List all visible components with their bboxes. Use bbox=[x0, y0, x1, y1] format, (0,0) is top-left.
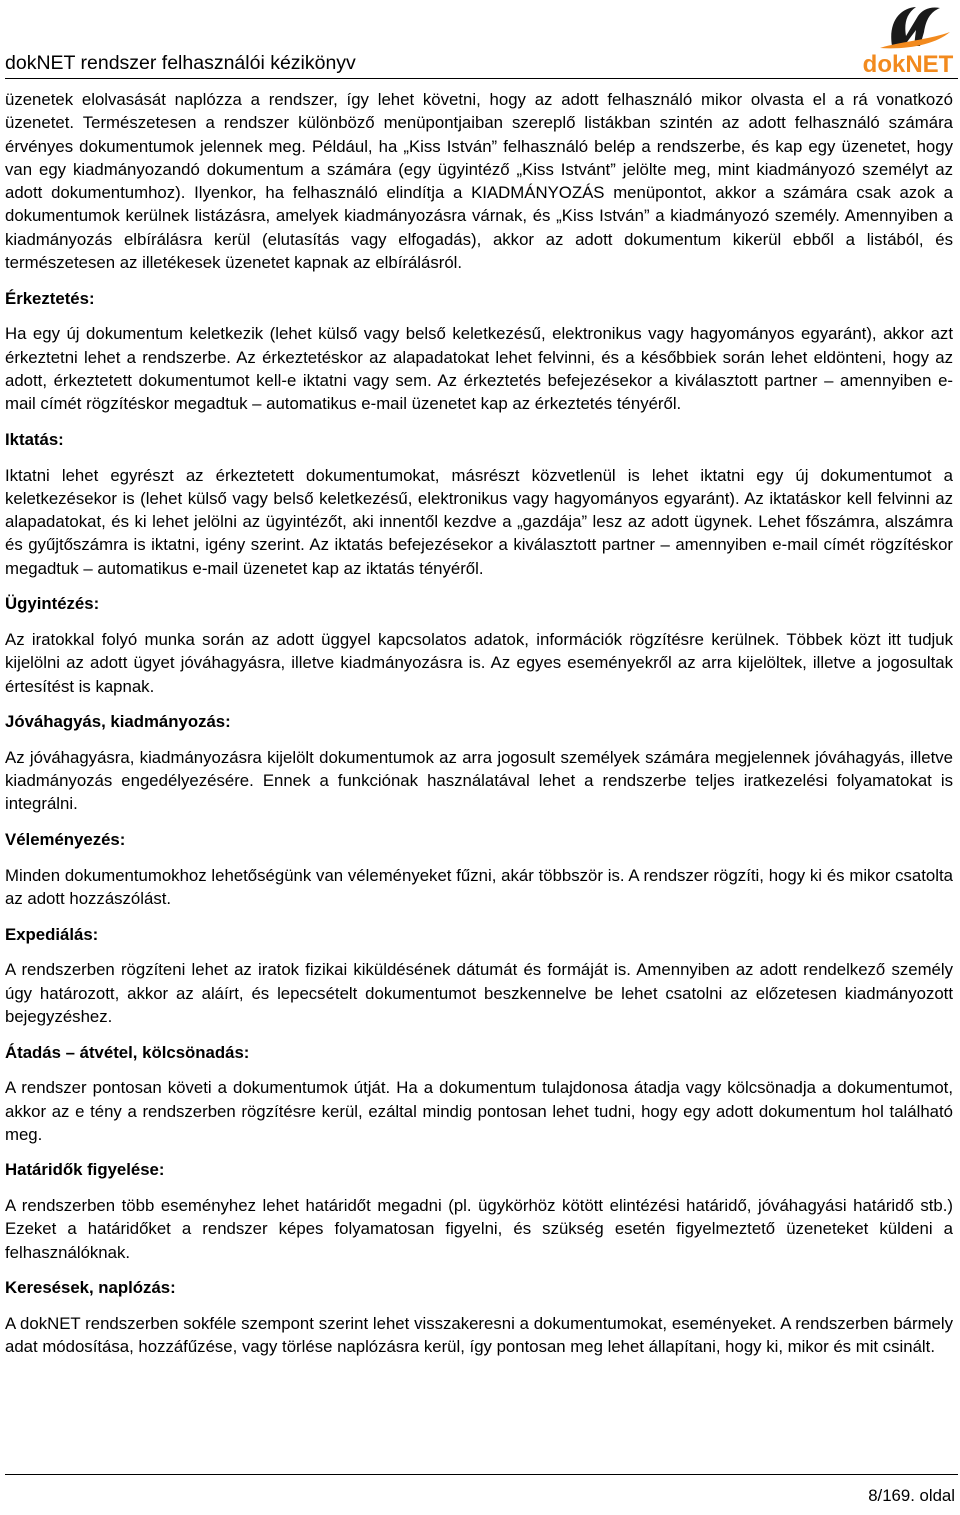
section-text-ugyintezes: Az iratokkal folyó munka során az adott üggyel kapcsolatos adatok, információk rögzítésre kerülnek. Többek közt itt tudjuk kijelölni az adott ügyet jóváhagyásra, illetve kiadmányozásra is. Az egyes eseményekről az arra kijelöltek, illetve a jogosultak értesítést is kapnak. bbox=[5, 630, 953, 696]
page-header bbox=[0, 0, 960, 80]
document-title: dokNET rendszer felhasználói kézikönyv bbox=[5, 52, 356, 74]
section-text-keresesek: A dokNET rendszerben sokféle szempont szerint lehet visszakeresni a dokumentumokat, eseményeket. A rendszerben bármely adat módosítása, hozzáfűzése, vagy törlése naplózásra kerül, így pontosan meg lehet állapítani, hogy ki, mikor és mit csinált. bbox=[5, 1313, 953, 1357]
page-number: 8/169. oldal bbox=[868, 1486, 955, 1505]
section-text-iktatas: Iktatni lehet egyrészt az érkeztetett dokumentumokat, másrészt közvetlenül is lehet iktatni egy új dokumentumot a keletkezésekor is (lehet külső vagy belső keletkezésű, elektronikus vagy hagyományos egyaránt). Az iktatáskor kell felvinni az alapadatokat, és ki lehet jelölni az ügyintézőt, aki innentől kezdve a „gazdája” lesz az adott ügynek. Lehet főszámra, alszámra és gyűjtőszámra is iktatni, igény szerint. Az iktatás befejezésekor a kiválasztott partner – amennyiben e-mail címét rögzítéskor megadtuk – automatikus e-mail üzenetet kap az iktatás tényéről. bbox=[5, 465, 953, 578]
intro-paragraph: üzenetek elolvasását naplózza a rendszer, így lehet követni, hogy az adott felhasználó mikor olvasta el a rá vonatkozó üzenetet. Természetesen a rendszer különböző menüpontjaiban szereplő listákban szintén az adott felhasználó számára érvényes dokumentumok jelennek meg. Például, ha „Kiss István” felhasználó belép a rendszerbe, és kap egy üzenetet, hogy van egy kiadmányozandó dokumentum a számára (egy ügyintéző „Kiss Istvánt” jelölte meg, mint kiadmányozó személyt az adott dokumentumhoz). Ilyenkor, ha felhasználó elindítja a KIADMÁNYOZÁS menüpontot, akkor a számára csak azok a dokumentumok kerülnek listázásra, amelyek kiadmányozásra várnak, és „Kiss István” a kiadmányozó személy. Amennyiben a kiadmányozás elbírálásra kerül (elutasítás vagy elfogadás), akkor az adott dokumentum kikerül ebből a listából, és természetesen az illetékesek üzenetet kapnak az elbírálásról. bbox=[5, 90, 953, 273]
section-heading-keresesek: Keresések, naplózás: bbox=[5, 1278, 176, 1298]
section-heading-expedialas: Expediálás: bbox=[5, 924, 99, 944]
doknet-logo bbox=[858, 2, 958, 76]
section-text-expedialas: A rendszerben rögzíteni lehet az iratok fizikai kiküldésének dátumát és formáját is. Amennyiben az adott rendelkező személy úgy határozott, akkor az aláírt, és lepecsételt dokumentumot beszkennelve be lehet csatolni az előzetesen kiadmányozott bejegyzéshez. bbox=[5, 960, 953, 1026]
section-text-jovahagyas: Az jóváhagyásra, kiadmányozásra kijelölt dokumentumok az arra jogosult személyek számára megjelennek jóváhagyás, illetve kiadmányozás engedélyezésére. Ennek a funkciónak használatával lehet a rendszerbe teljes iratkezelési folyamatokat is integrálni. bbox=[5, 747, 953, 814]
header-divider bbox=[5, 78, 958, 79]
section-text-atadas: A rendszer pontosan követi a dokumentumok útját. Ha a dokumentum tulajdonosa átadja vagy kölcsönadja a dokumentumot, akkor az e tény a rendszerben rögzítésre kerül, ezáltal mindig pontosan lehet tudni, hogy egy adott dokumentum hol található meg. bbox=[5, 1078, 953, 1144]
section-heading-hataridok: Határidők figyelése: bbox=[5, 1160, 165, 1180]
logo-text: dokNET bbox=[862, 51, 954, 76]
section-heading-erkeztetes: Érkeztetés: bbox=[5, 288, 95, 308]
section-text-velemenyezes: Minden dokumentumokhoz lehetőségünk van véleményeket fűzni, akár többször is. A rendszer rögzíti, hogy ki és mikor csatolta az adott hozzászólást. bbox=[5, 865, 953, 909]
section-heading-jovahagyas: Jóváhagyás, kiadmányozás: bbox=[5, 712, 231, 732]
section-heading-iktatas: Iktatás: bbox=[5, 429, 64, 449]
section-heading-ugyintezes: Ügyintézés: bbox=[5, 594, 100, 614]
footer-divider bbox=[5, 1474, 958, 1475]
section-heading-atadas: Átadás – átvétel, kölcsönadás: bbox=[5, 1042, 250, 1062]
section-text-hataridok: A rendszerben több eseményhez lehet határidőt megadni (pl. ügykörhöz kötött elintézési határidő, jóváhagyási határidő stb.) Ezeket a határidőket a rendszer képes folyamatosan figyelni, és szükség esetén figyelmeztető üzeneteket küldeni a felhasználóknak. bbox=[5, 1196, 953, 1262]
document-body bbox=[5, 88, 953, 1359]
section-heading-velemenyezes: Véleményezés: bbox=[5, 830, 126, 850]
section-text-erkeztetes: Ha egy új dokumentum keletkezik (lehet külső vagy belső keletkezésű, elektronikus vagy hagyományos egyaránt), akkor azt érkeztetni lehet a rendszerbe. Az érkeztetéskor az alapadatokat lehet felvinni, és a későbbiek során lehet eldönteni, hogy az adott, érkeztetett dokumentumot kell-e iktatni vagy sem. Az érkeztetés befejezésekor a kiválasztott partner – amennyiben e-mail címét rögzítéskor megadtuk – automatikus e-mail üzenetet kap az érkeztetés tényéről. bbox=[5, 324, 953, 414]
